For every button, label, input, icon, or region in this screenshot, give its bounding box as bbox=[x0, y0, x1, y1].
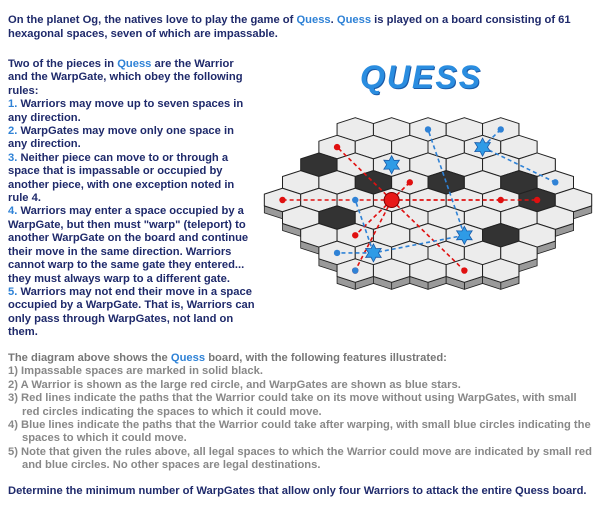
intro-paragraph bbox=[8, 14, 593, 41]
rule-item bbox=[8, 152, 256, 206]
blue-target-circle bbox=[334, 250, 340, 256]
board-cell bbox=[410, 259, 446, 290]
board-cell bbox=[373, 259, 409, 290]
notes-title bbox=[8, 352, 593, 365]
red-target-circle bbox=[334, 144, 340, 150]
rule-text: Warriors may move up to seven spaces in any direction. bbox=[8, 98, 244, 124]
intro-text-2: . bbox=[330, 14, 337, 26]
blue-target-circle bbox=[552, 179, 558, 185]
notes-game-name: Quess bbox=[170, 352, 206, 364]
note-item: 3) Red lines indicate the paths that the Warrior could take on its move without using WarpGates, with small red circles indicating the spaces to which it could move. bbox=[8, 392, 577, 418]
note-item: 4) Blue lines indicate the paths that the Warrior could take after warping, with small blue circles indicating the spaces to which it could move. bbox=[8, 419, 591, 445]
blue-target-circle bbox=[352, 197, 358, 203]
note-item: 5) Note that given the rules above, all legal spaces to which the Warrior could move are indicated by small red and blue circles. No other spaces are legal destinations. bbox=[8, 445, 592, 472]
red-target-circle bbox=[534, 197, 540, 203]
warrior-circle bbox=[384, 193, 399, 208]
board-cell bbox=[446, 259, 482, 290]
rules-lead-text-2: are the Warrior and the WarpGate, which obey the following rules: bbox=[8, 58, 243, 97]
red-target-circle bbox=[279, 197, 285, 203]
rule-text: Warriors may enter a space occupied by a WarpGate, but then must "warp" (teleport) to another WarpGate on the board and continue their move in the same direction. Warriors cannot warp to the same gate they entered... they must always warp to a different gate. bbox=[8, 205, 249, 285]
intro-game-name-1: Quess bbox=[296, 14, 331, 26]
intro-text-3: is played on a board consisting of 61 hexagonal spaces, seven of which are impassable. bbox=[8, 14, 571, 40]
red-target-circle bbox=[352, 232, 358, 238]
rule-item bbox=[8, 98, 256, 125]
rules-section bbox=[8, 58, 256, 340]
notes-title-text-2: board, with the following features illustrated: bbox=[205, 352, 447, 364]
red-target-circle bbox=[407, 179, 413, 185]
question-text: Determine the minimum number of WarpGates that allow only four Warriors to attack the entire Quess board. bbox=[8, 485, 587, 497]
rule-item bbox=[8, 286, 256, 340]
rules-game-name: Quess bbox=[117, 58, 152, 70]
quess-logo: QUESS bbox=[360, 59, 483, 95]
red-target-circle bbox=[498, 197, 504, 203]
rule-text: WarpGates may move only one space in any direction. bbox=[8, 125, 234, 151]
rule-number: 4. bbox=[8, 205, 18, 218]
rules-lead bbox=[8, 58, 256, 98]
red-target-circle bbox=[461, 267, 467, 273]
rule-item bbox=[8, 205, 256, 285]
rule-number: 1. bbox=[8, 98, 18, 111]
rule-text: Neither piece can move to or through a space that is impassable or occupied by another piece, with one exception noted in rule 4. bbox=[8, 151, 235, 205]
blue-target-circle bbox=[352, 267, 358, 273]
blue-target-circle bbox=[498, 126, 504, 132]
quess-board bbox=[262, 96, 594, 346]
notes-title-text-1: The diagram above shows the bbox=[8, 352, 171, 364]
blue-target-circle bbox=[425, 126, 431, 132]
notes-section bbox=[8, 352, 593, 473]
intro-text-1: On the planet Og, the natives love to play the game of bbox=[8, 14, 297, 26]
board-cell bbox=[337, 259, 373, 290]
hex-grid bbox=[264, 118, 591, 290]
note-item: 1) Impassable spaces are marked in solid black. bbox=[8, 365, 263, 378]
rule-item bbox=[8, 125, 256, 152]
note-item: 2) A Warrior is shown as the large red circle, and WarpGates are shown as blue stars. bbox=[8, 378, 461, 391]
rule-number: 2. bbox=[8, 125, 18, 138]
intro-game-name-2: Quess bbox=[336, 14, 372, 26]
rules-lead-text-1: Two of the pieces in bbox=[8, 58, 118, 70]
rule-text: Warriors may not end their move in a space occupied by a WarpGate. That is, Warriors can only pass through WarpGates, not land on them. bbox=[8, 285, 255, 339]
board-cell bbox=[483, 259, 519, 290]
rule-number: 5. bbox=[8, 285, 18, 298]
rule-number: 3. bbox=[8, 151, 18, 164]
